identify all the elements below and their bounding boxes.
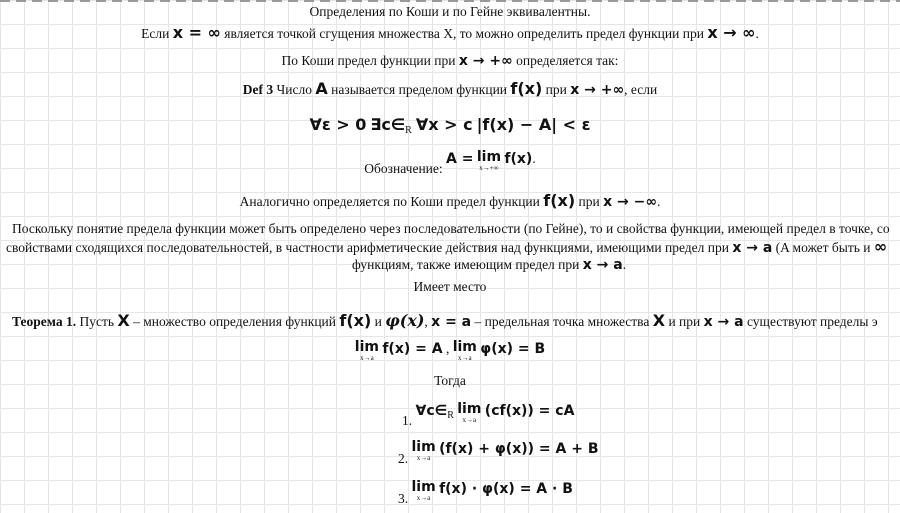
text: и при <box>668 314 701 329</box>
formula-x-to-plus-inf: x → +∞ <box>458 53 513 69</box>
paragraph-line-3 <box>352 256 900 274</box>
limit-symbol <box>354 339 379 364</box>
text: при <box>578 194 600 209</box>
lim-word: lim <box>411 479 436 495</box>
theorem-limits <box>0 340 900 364</box>
text: Пусть <box>79 314 115 329</box>
text: . <box>657 194 661 209</box>
formula-abs-difference: |f(x) − A| < ε <box>476 115 591 134</box>
formula-A: A <box>315 79 328 98</box>
line-analog-minus-inf <box>0 192 900 211</box>
property-number: 1. <box>402 413 413 428</box>
paragraph-line-2 <box>6 238 900 257</box>
lim-word: lim <box>452 339 477 355</box>
theorem-1 <box>12 312 900 331</box>
set-R: R <box>447 410 454 421</box>
text: , если <box>624 82 658 97</box>
text: определяется так: <box>516 53 619 68</box>
formula-lim-f: f(x) = A <box>382 341 443 357</box>
theorem-label: Теорема 1. <box>12 314 77 329</box>
formula-fx: f(x) <box>510 79 543 98</box>
lim-word: lim <box>411 439 436 455</box>
text: называется пределом функции <box>331 82 508 97</box>
formula-x-eq-a: x = a <box>431 314 472 330</box>
formula-x-to-minus-inf: x → −∞ <box>603 194 658 210</box>
text: Если <box>141 26 170 41</box>
text: существуют пределы э <box>746 314 878 329</box>
formula-prop-2: (f(x) + φ(x)) = A + B <box>439 441 599 457</box>
formula-fx: f(x) <box>543 191 576 210</box>
limit-symbol <box>411 479 436 504</box>
property-2 <box>398 440 900 468</box>
top-border-line <box>0 0 900 2</box>
quantifier-epsilon: ∀ε > 0 <box>309 115 367 134</box>
lim-subscript: x→+∞ <box>479 164 499 172</box>
formula-lim-phi: φ(x) = B <box>480 341 546 357</box>
def-label: Def 3 <box>242 82 274 97</box>
lim-word: lim <box>476 149 502 165</box>
text: – предельная точка множества <box>474 314 650 329</box>
text: функциям, также имеющим предел при <box>352 257 580 272</box>
formula-fx: f(x) <box>339 311 372 330</box>
line-limit-at-infinity <box>0 24 900 43</box>
line-cauchy-definition-intro <box>0 52 900 70</box>
text: Число <box>276 82 313 97</box>
text: и <box>374 314 382 329</box>
formula-x-eq-inf: x = ∞ <box>172 23 221 42</box>
formula-infinity: ∞ <box>873 237 888 256</box>
formula-prop-3: f(x) · φ(x) = A · B <box>439 481 573 497</box>
formula-x-to-a: x → a <box>703 314 744 330</box>
limit-symbol <box>476 149 502 174</box>
notation-line <box>0 150 900 178</box>
text: . <box>532 151 536 166</box>
property-1 <box>402 402 900 430</box>
definition-3 <box>0 80 900 99</box>
limit-symbol <box>411 439 436 464</box>
formula-X: X <box>117 311 130 330</box>
formula-x-to-a: x → a <box>732 240 773 256</box>
notation-label: Обозначение: <box>364 161 443 176</box>
text: – множество определения функций <box>133 314 336 329</box>
togda: Тогда <box>434 373 466 388</box>
text: Аналогично определяется по Коши предел функции <box>239 194 540 209</box>
formula-A-eq: A = <box>446 151 474 167</box>
lim-word: lim <box>457 401 482 417</box>
formula-x-to-inf: x → ∞ <box>707 23 756 42</box>
text: при <box>545 82 567 97</box>
text: По Коши предел функции при <box>281 53 456 68</box>
limit-symbol <box>457 401 482 426</box>
lim-subscript: x→a <box>360 354 374 362</box>
formula-prop-1: (cf(x)) = cA <box>484 403 575 419</box>
text: (A может быть и <box>775 240 871 255</box>
text: , <box>424 314 428 329</box>
definition-3-formula <box>0 116 900 140</box>
lim-word: lim <box>354 339 379 355</box>
formula-x-to-a: x → a <box>582 257 623 273</box>
lim-subscript: x→a <box>416 494 431 502</box>
property-number: 3. <box>398 491 409 506</box>
quantifier-for-all-x: ∀x > c <box>415 115 473 134</box>
formula-x-to-plus-inf: x → +∞ <box>570 82 625 98</box>
lim-subscript: x→a <box>457 354 472 362</box>
text: , <box>445 341 450 356</box>
header-line: Определения по Коши и по Гейне эквивалентны. <box>309 4 591 19</box>
lim-subscript: x→a <box>416 454 431 462</box>
limit-symbol <box>452 339 477 364</box>
text: является точкой сгущения множества X, то можно определить предел функции при <box>224 26 704 41</box>
text: свойствами сходящихся последовательностей, в частности арифметические действия над функциями, имеющими предел при <box>6 240 729 255</box>
quantifier-for-all-c: ∀c∈ <box>415 403 448 419</box>
imeet-mesto: Имеет место <box>413 279 487 294</box>
formula-X: X <box>652 311 666 330</box>
paragraph-line-1: Поскольку понятие предела функции может быть определено через последовательности (по Гейне), то и свойства функции, имеющей предел в точке, со <box>12 221 890 236</box>
set-R: R <box>405 125 412 136</box>
lim-subscript: x→a <box>462 416 477 424</box>
property-number: 2. <box>398 451 409 466</box>
text: . <box>622 257 627 272</box>
quantifier-exists-c: ∃c∈ <box>370 115 406 134</box>
text: . <box>755 26 759 41</box>
formula-phi-x: φ(x) <box>385 311 425 330</box>
formula-fx: f(x) <box>504 151 533 167</box>
property-3 <box>398 480 900 508</box>
